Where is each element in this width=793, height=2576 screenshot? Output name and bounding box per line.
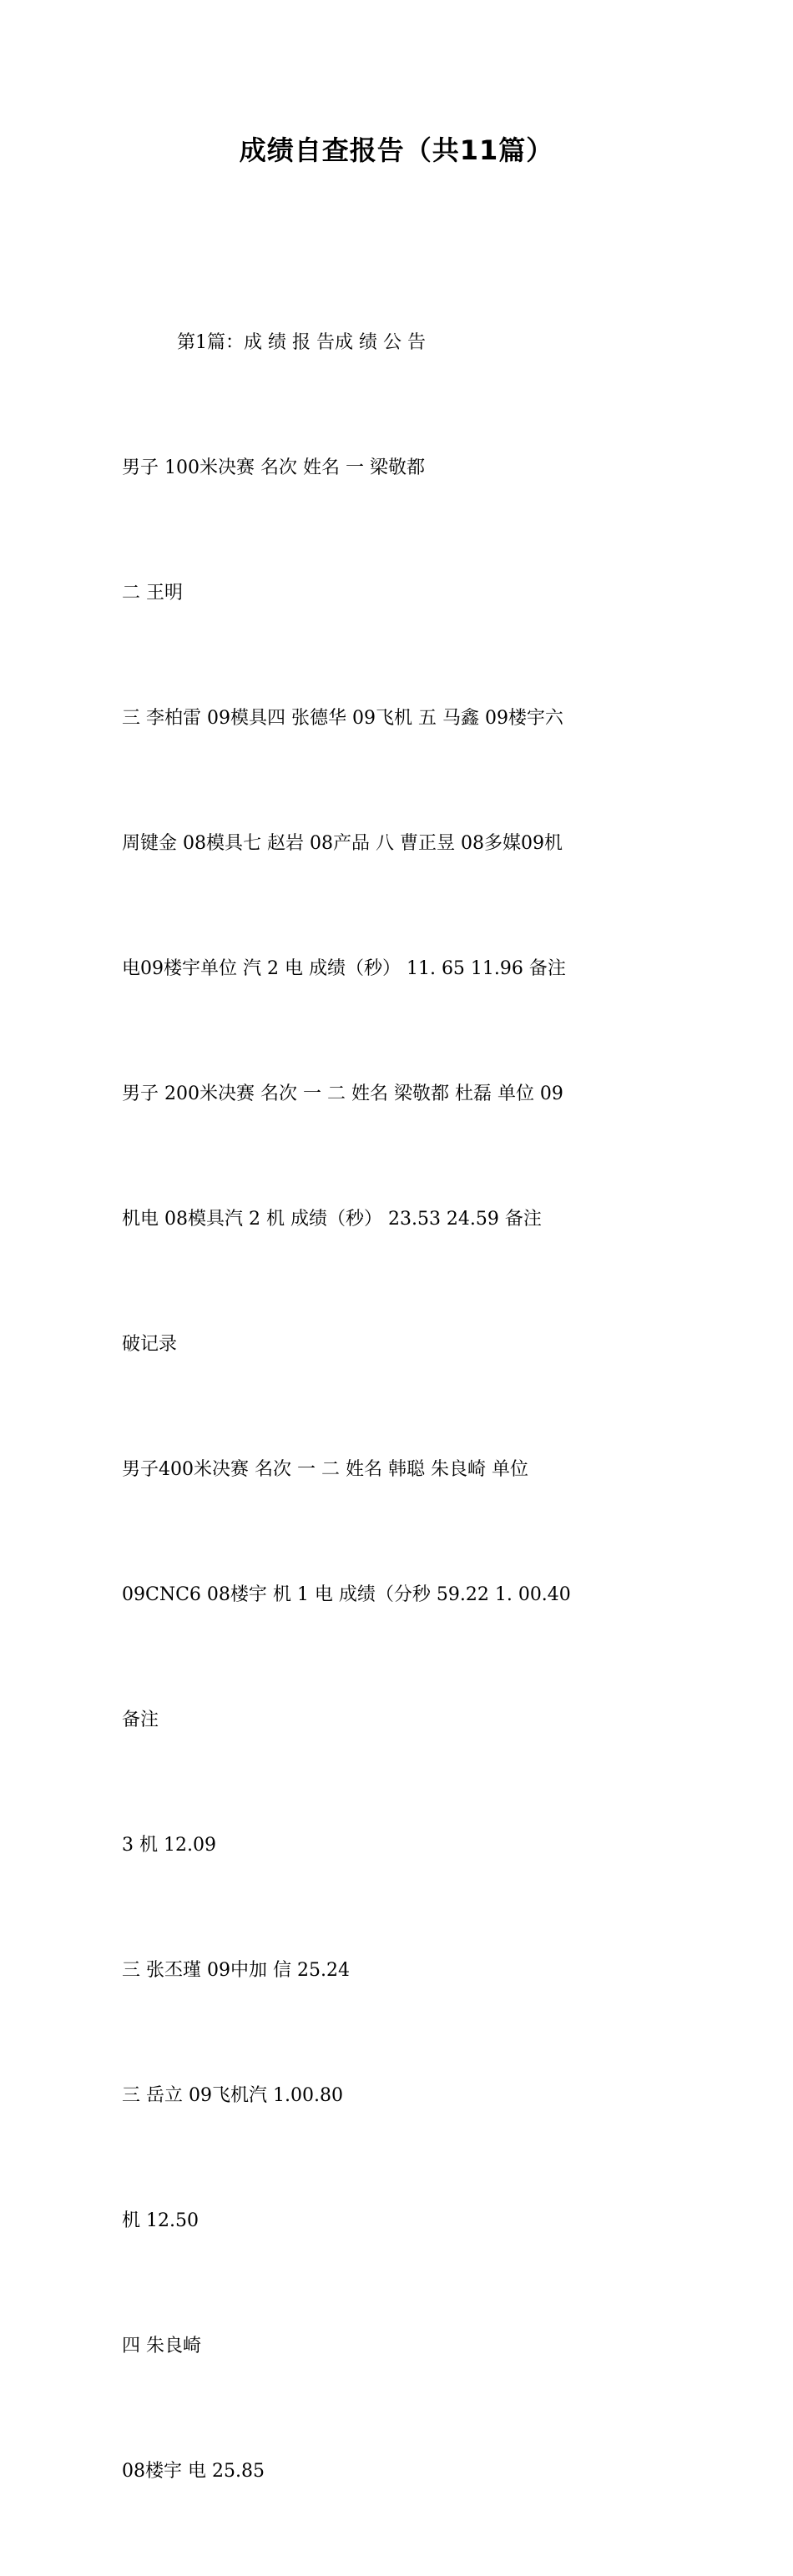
body-line: 09CNC6 08楼宇 机 1 电 成绩（分秒 59.22 1. 00.40 bbox=[122, 1584, 571, 1605]
body-line: 四 朱良崎 bbox=[122, 2336, 201, 2356]
body-line: 男子 100米决赛 名次 姓名 一 梁敬都 bbox=[122, 457, 425, 478]
document-title: 成绩自查报告（共11篇） bbox=[239, 134, 554, 166]
section-heading: 第1篇：成 绩 报 告成 绩 公 告 bbox=[177, 332, 426, 353]
body-line: 机电 08模具汽 2 机 成绩（秒） 23.53 24.59 备注 bbox=[122, 1209, 542, 1230]
body-line: 男子400米决赛 名次 一 二 姓名 韩聪 朱良崎 单位 bbox=[122, 1459, 528, 1480]
body-line: 二 王明 bbox=[122, 583, 183, 604]
body-line: 08楼宇 电 25.85 bbox=[122, 2461, 265, 2482]
body-line: 3 机 12.09 bbox=[122, 1835, 216, 1856]
body-line: 周键金 08模具七 赵岩 08产品 八 曹正昱 08多媒09机 bbox=[122, 833, 563, 854]
body-line: 三 李柏雷 09模具四 张德华 09飞机 五 马鑫 09楼宇六 bbox=[122, 708, 563, 729]
body-line: 机 12.50 bbox=[122, 2210, 199, 2231]
body-line: 三 张丕瑾 09中加 信 25.24 bbox=[122, 1960, 350, 1981]
body-line: 备注 bbox=[122, 1710, 159, 1730]
body-line: 男子 200米决赛 名次 一 二 姓名 梁敬都 杜磊 单位 09 bbox=[122, 1083, 563, 1104]
body-line: 三 岳立 09飞机汽 1.00.80 bbox=[122, 2085, 343, 2106]
document-body bbox=[122, 239, 681, 2576]
body-line: 电09楼宇单位 汽 2 电 成绩（秒） 11. 65 11.96 备注 bbox=[122, 958, 566, 979]
body-line: 破记录 bbox=[122, 1334, 178, 1355]
